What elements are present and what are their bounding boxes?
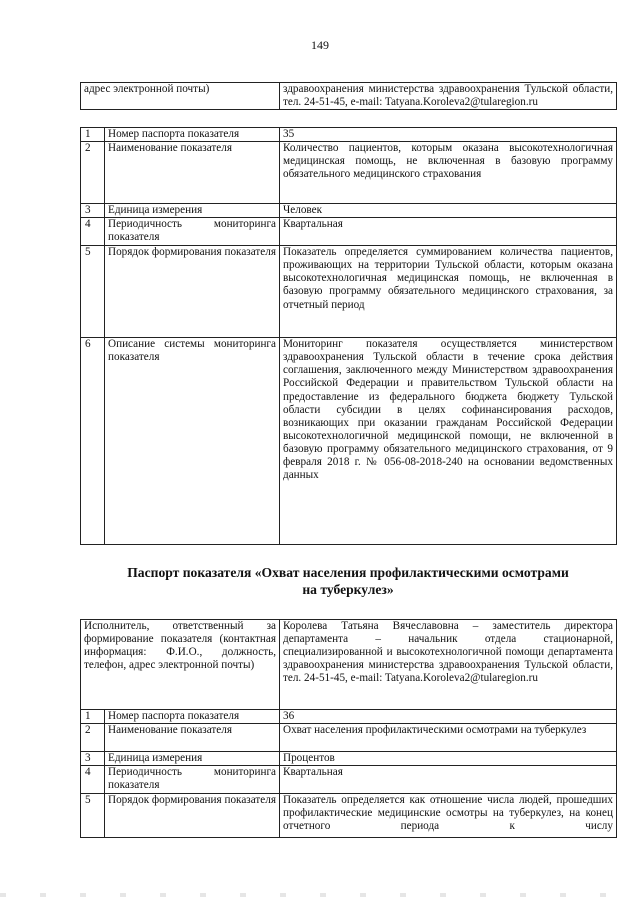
row-label — [105, 766, 280, 794]
row-label — [105, 338, 280, 545]
row-value: Квартальная — [280, 766, 617, 794]
row-value: 35 — [280, 128, 617, 142]
contact-value-text: здравоохранения министерства здравоохранения Тульской области, тел. 24-51-45, e-mail: Tatyana.Koroleva2@tularegion.ru — [283, 83, 613, 109]
row-number: 2 — [81, 724, 105, 752]
row-value — [280, 246, 617, 338]
row-value-text: Показатель определяется суммированием количества пациентов, проживающих на территории Тульской области, которым оказана высокотехнологичная медицинская помощь, не включенная в базовую программу обязательного медицинского страхования, за отчетный период — [283, 246, 613, 311]
scan-artifact-strip — [0, 893, 640, 897]
table-row — [81, 204, 617, 218]
row-number: 4 — [81, 766, 105, 794]
executor-label-text: Исполнитель, ответственный за формирование показателя (контактная информация: Ф.И.О., должность, телефон, адрес электронной почты) — [84, 620, 276, 672]
heading-line-2: на туберкулез» — [302, 582, 394, 597]
row-label-text: Порядок формирования показателя — [108, 246, 276, 259]
row-value — [280, 338, 617, 545]
executor-value-text: Королева Татьяна Вячеславовна – заместитель директора департамента – начальник отдела стационарной, специализированной и высокотехнологичной помощи департамента здравоохранения министерства здравоохранения Тульской области, тел. 24-51-45, e-mail: Tatyana.Koroleva2@tularegion.ru — [283, 620, 613, 685]
table-row — [81, 83, 617, 110]
row-number: 1 — [81, 128, 105, 142]
executor-label-cell — [81, 620, 280, 710]
row-label: Номер паспорта показателя — [105, 710, 280, 724]
executor-value-cell — [280, 620, 617, 710]
row-value: Процентов — [280, 752, 617, 766]
table-row — [81, 752, 617, 766]
row-number: 2 — [81, 142, 105, 204]
table-row — [81, 794, 617, 838]
row-value-text: Количество пациентов, которым оказана высокотехнологичная медицинская помощь, не включенная в базовую программу обязательного медицинского страхования — [283, 142, 613, 181]
table-row — [81, 338, 617, 545]
row-label-text: Описание системы мониторинга показателя — [108, 338, 276, 364]
row-value — [280, 724, 617, 752]
row-number: 1 — [81, 710, 105, 724]
row-value-text: Охват населения профилактическими осмотрами на туберкулез — [283, 724, 587, 737]
indicator-passport-table-36 — [80, 619, 617, 838]
row-number: 5 — [81, 246, 105, 338]
passport-heading — [80, 564, 616, 598]
row-number: 6 — [81, 338, 105, 545]
heading-line-1: Паспорт показателя «Охват населения профилактическими осмотрами — [127, 565, 569, 580]
row-value: Квартальная — [280, 218, 617, 246]
table-row — [81, 766, 617, 794]
row-value: Человек — [280, 204, 617, 218]
table-row — [81, 710, 617, 724]
row-label — [105, 218, 280, 246]
contact-value-cell — [280, 83, 617, 110]
row-number: 3 — [81, 752, 105, 766]
row-value: 36 — [280, 710, 617, 724]
row-label-text: Порядок формирования показателя — [108, 794, 276, 807]
page-number: 149 — [311, 38, 329, 52]
row-label-text: Периодичность мониторинга показателя — [108, 766, 276, 792]
row-label: Номер паспорта показателя — [105, 128, 280, 142]
table-row — [81, 246, 617, 338]
table-row — [81, 142, 617, 204]
table-row — [81, 620, 617, 710]
table-row — [81, 128, 617, 142]
row-label: Единица измерения — [105, 752, 280, 766]
row-number: 3 — [81, 204, 105, 218]
row-label — [105, 794, 280, 838]
row-label: Единица измерения — [105, 204, 280, 218]
table-row — [81, 724, 617, 752]
row-value: Показатель определяется как отношение числа людей, прошедших профилактические медицинские осмотры на туберкулез, на конец отчетного периода к числу — [280, 794, 617, 838]
indicator-passport-table-35 — [80, 82, 617, 110]
row-number: 5 — [81, 794, 105, 838]
indicator-passport-rows-35 — [80, 127, 617, 545]
row-value — [280, 142, 617, 204]
row-value-text: Мониторинг показателя осуществляется министерством здравоохранения Тульской области в течение срока действия соглашения, заключенного между Министерством здравоохранения Российской Федерации и правительством Тульской области на предоставление из федерального бюджета бюджету Тульской области субсидии в целях софинансирования расходов, возникающих при оказании гражданам Российской Федерации высокотехнологичной медицинской помощи, не включенной в базовую программу обязательного медицинского страхования, от 9 февраля 2018 г. № 056-08-2018-240 на основании ведомственных данных — [283, 338, 613, 482]
row-label — [105, 246, 280, 338]
row-number: 4 — [81, 218, 105, 246]
row-label: Наименование показателя — [105, 724, 280, 752]
row-label: Наименование показателя — [105, 142, 280, 204]
contact-label-cell: адрес электронной почты) — [81, 83, 280, 110]
row-label-text: Периодичность мониторинга показателя — [108, 218, 276, 244]
table-row — [81, 218, 617, 246]
